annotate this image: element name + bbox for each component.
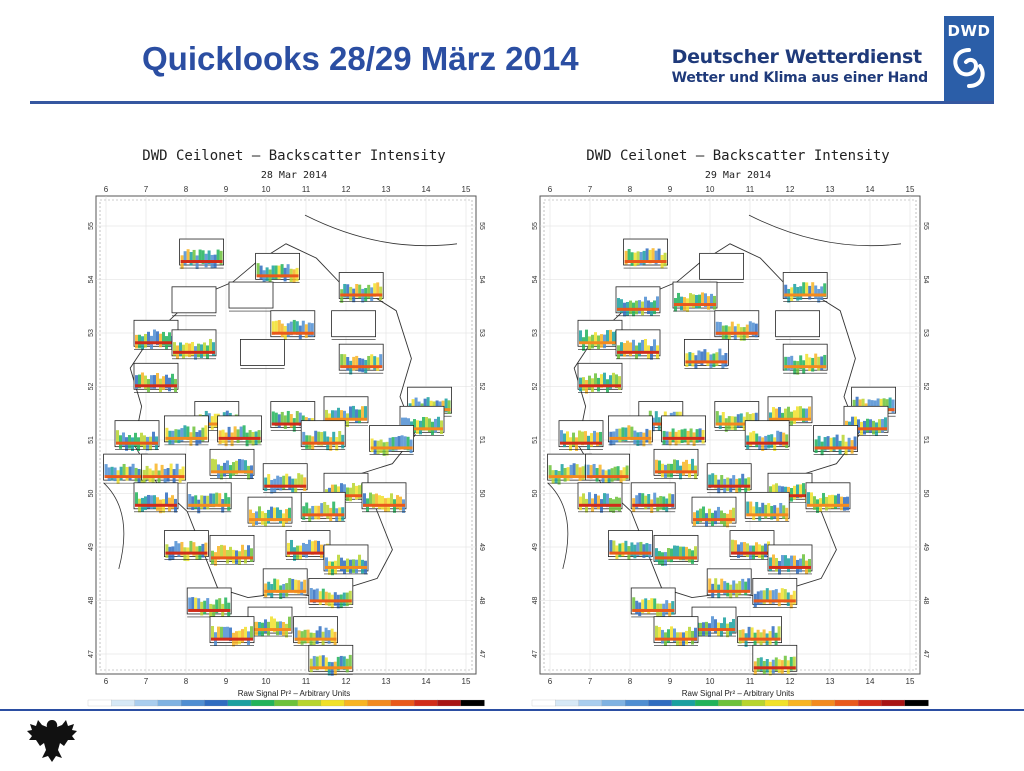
lon-tick-label: 7 (143, 677, 149, 686)
colorbar-segment (391, 700, 415, 706)
colorbar-segment (321, 700, 345, 706)
station-quicklook (578, 320, 622, 350)
lat-tick-label: 49 (532, 543, 539, 551)
colorbar-segment (835, 700, 859, 706)
lat-tick-label: 53 (88, 329, 95, 337)
lon-tick-label: 13 (381, 677, 391, 686)
station-quicklook (210, 535, 254, 565)
station-quicklook (806, 483, 850, 513)
lat-tick-label: 47 (532, 650, 539, 658)
station-quicklook (187, 483, 231, 513)
lon-tick-label: 13 (825, 185, 835, 194)
lat-tick-label: 48 (922, 596, 929, 605)
colorbar-segment (812, 700, 836, 706)
lat-tick-label: 53 (532, 329, 539, 337)
station-quicklook (301, 421, 345, 451)
lon-tick-label: 11 (745, 677, 755, 686)
station-quicklook (286, 531, 330, 561)
lon-tick-label: 8 (183, 677, 189, 686)
lon-tick-label: 10 (705, 677, 715, 686)
station-quicklook (776, 311, 820, 340)
station-quicklook (115, 421, 159, 451)
colorbar-segment (181, 700, 205, 706)
lon-tick-label: 6 (103, 185, 109, 194)
colorbar-segment (648, 700, 672, 706)
logo-text: DWD (947, 22, 991, 40)
lat-tick-label: 50 (532, 489, 539, 498)
station-quicklook (339, 344, 383, 374)
station-quicklook (271, 311, 315, 340)
lon-tick-label: 12 (341, 185, 351, 194)
lat-tick-label: 49 (88, 543, 95, 551)
station-quicklook (362, 483, 406, 513)
colorbar-segment (251, 700, 275, 706)
station-quicklook (616, 287, 660, 317)
colorbar-segment (695, 700, 719, 706)
station-quicklook (684, 339, 728, 368)
lat-tick-label: 52 (922, 382, 929, 391)
colorbar-segment (858, 700, 882, 706)
lon-tick-label: 10 (705, 185, 715, 194)
colorbar-segment (742, 700, 766, 706)
lon-tick-label: 13 (381, 185, 391, 194)
lat-tick-label: 48 (478, 596, 485, 605)
lat-tick-label: 47 (922, 650, 929, 658)
station-quicklook (730, 531, 774, 560)
lon-tick-label: 11 (745, 185, 755, 194)
lat-tick-label: 51 (922, 436, 929, 444)
lat-tick-label: 48 (88, 596, 95, 605)
station-quicklook (578, 363, 622, 393)
station-quicklook (210, 617, 254, 647)
org-slogan: Wetter und Klima aus einer Hand (671, 70, 928, 86)
lon-tick-label: 10 (261, 185, 271, 194)
colorbar-segment (368, 700, 392, 706)
colorbar-segment (765, 700, 789, 706)
station-quicklook (309, 645, 353, 675)
org-name: Deutscher Wetterdienst (671, 46, 922, 68)
lon-tick-label: 6 (103, 677, 109, 686)
station-quicklook (294, 617, 338, 647)
station-quicklook (586, 454, 630, 484)
station-quicklook (172, 287, 216, 316)
station-quicklook (783, 272, 827, 302)
footer-rule (0, 709, 1024, 711)
lat-tick-label: 51 (88, 436, 95, 444)
station-quicklook (673, 282, 717, 312)
station-quicklook (753, 578, 797, 608)
lon-tick-label: 12 (785, 185, 795, 194)
map-title: DWD Ceilonet – Backscatter Intensity (586, 148, 890, 164)
lon-tick-label: 9 (667, 677, 673, 686)
lat-tick-label: 52 (532, 382, 539, 391)
lon-tick-label: 7 (587, 677, 593, 686)
colorbar-segment (555, 700, 579, 706)
colorbar-segment (672, 700, 696, 706)
ceilonet-map (78, 140, 530, 708)
lat-tick-label: 51 (478, 436, 485, 444)
station-quicklook (339, 272, 383, 302)
station-quicklook (134, 363, 178, 392)
station-quicklook (240, 339, 284, 368)
station-quicklook (745, 421, 789, 451)
station-quicklook (263, 569, 307, 599)
station-quicklook (768, 545, 812, 575)
lat-tick-label: 54 (88, 275, 95, 284)
colorbar-segment (602, 700, 626, 706)
station-quicklook (301, 492, 345, 522)
lat-tick-label: 51 (532, 436, 539, 444)
org-brand (672, 46, 928, 86)
station-quicklook (753, 645, 797, 675)
station-quicklook (142, 454, 186, 484)
colorbar-segment (274, 700, 298, 706)
colorbar-segment (532, 700, 556, 706)
lon-tick-label: 15 (461, 185, 471, 194)
lat-tick-label: 54 (478, 275, 485, 284)
station-quicklook (624, 239, 668, 269)
lat-tick-label: 50 (478, 489, 485, 498)
station-quicklook (715, 311, 759, 341)
colorbar-segment (414, 700, 438, 706)
map-title: DWD Ceilonet – Backscatter Intensity (142, 148, 446, 164)
lon-tick-label: 13 (825, 677, 835, 686)
station-quicklook (309, 578, 353, 608)
station-quicklook (134, 483, 178, 513)
lon-tick-label: 9 (223, 185, 229, 194)
station-quicklook (700, 253, 744, 282)
lon-tick-label: 11 (301, 185, 311, 194)
station-quicklook (608, 416, 652, 446)
map-date: 29 Mar 2014 (704, 170, 772, 181)
colorbar-label: Raw Signal Pr² – Arbitrary Units (681, 689, 795, 698)
station-quicklook (248, 497, 292, 527)
station-quicklook (134, 320, 178, 350)
lon-tick-label: 14 (865, 185, 875, 194)
lat-tick-label: 53 (478, 329, 485, 337)
lon-tick-label: 8 (627, 185, 633, 194)
station-quicklook (578, 483, 622, 513)
station-quicklook (616, 330, 660, 360)
page-title: Quicklooks 28/29 März 2014 (142, 40, 579, 77)
lon-tick-label: 12 (341, 677, 351, 686)
lon-tick-label: 14 (421, 185, 431, 194)
station-quicklook (654, 535, 698, 565)
station-quicklook (814, 425, 858, 455)
lat-tick-label: 52 (88, 382, 95, 391)
station-quicklook (187, 588, 231, 618)
lon-tick-label: 7 (587, 185, 593, 194)
lon-tick-label: 15 (461, 677, 471, 686)
station-quicklook (738, 617, 782, 647)
lat-tick-label: 53 (922, 329, 929, 337)
station-quicklook (210, 449, 254, 479)
station-quicklook (608, 531, 652, 560)
lat-tick-label: 49 (922, 543, 929, 551)
station-quicklook (229, 282, 273, 311)
lat-tick-label: 55 (922, 222, 929, 230)
station-quicklook (104, 454, 148, 484)
colorbar-segment (461, 700, 485, 706)
lat-tick-label: 55 (478, 222, 485, 230)
lon-tick-label: 7 (143, 185, 149, 194)
lat-tick-label: 55 (88, 222, 95, 230)
map-date: 28 Mar 2014 (260, 170, 328, 181)
lon-tick-label: 10 (261, 677, 271, 686)
colorbar-segment (344, 700, 368, 706)
ceilonet-map-panel-29 (522, 140, 974, 708)
colorbar-segment (135, 700, 159, 706)
station-quicklook (745, 492, 789, 521)
lat-tick-label: 50 (88, 489, 95, 498)
lon-tick-label: 9 (667, 185, 673, 194)
colorbar-segment (905, 700, 929, 706)
lon-tick-label: 15 (905, 677, 915, 686)
station-quicklook (692, 497, 736, 527)
lon-tick-label: 6 (547, 185, 553, 194)
colorbar-segment (718, 700, 742, 706)
station-quicklook (631, 588, 675, 617)
station-quicklook (707, 569, 751, 598)
station-quicklook (180, 239, 224, 269)
lat-tick-label: 50 (922, 489, 929, 498)
station-quicklook (654, 449, 698, 479)
dwd-logo (944, 16, 994, 102)
station-quicklook (164, 416, 208, 446)
colorbar-segment (298, 700, 322, 706)
colorbar-segment (788, 700, 812, 706)
colorbar-segment (204, 700, 228, 706)
lat-tick-label: 47 (478, 650, 485, 658)
lat-tick-label: 54 (532, 275, 539, 284)
station-quicklook (164, 531, 208, 561)
station-quicklook (692, 607, 736, 637)
station-quicklook (248, 607, 292, 637)
lon-tick-label: 14 (865, 677, 875, 686)
colorbar-label: Raw Signal Pr² – Arbitrary Units (237, 689, 351, 698)
swirl-icon (944, 40, 994, 96)
lon-tick-label: 8 (183, 185, 189, 194)
station-quicklook (332, 311, 376, 340)
station-quicklook (631, 483, 675, 513)
lat-tick-label: 52 (478, 382, 485, 391)
colorbar-segment (437, 700, 461, 706)
lon-tick-label: 14 (421, 677, 431, 686)
lon-tick-label: 12 (785, 677, 795, 686)
federal-eagle-icon (24, 716, 80, 766)
lon-tick-label: 9 (223, 677, 229, 686)
lon-tick-label: 15 (905, 185, 915, 194)
station-quicklook (263, 464, 307, 494)
station-quicklook (662, 416, 706, 446)
lat-tick-label: 55 (532, 222, 539, 230)
colorbar-segment (88, 700, 112, 706)
colorbar-segment (881, 700, 905, 706)
lat-tick-label: 49 (478, 543, 485, 551)
station-quicklook (256, 253, 300, 283)
colorbar-segment (228, 700, 252, 706)
station-quicklook (370, 425, 414, 455)
lat-tick-label: 47 (88, 650, 95, 658)
lat-tick-label: 48 (532, 596, 539, 605)
station-quicklook (654, 617, 698, 646)
colorbar-segment (579, 700, 603, 706)
lon-tick-label: 11 (301, 677, 311, 686)
station-quicklook (783, 344, 827, 374)
colorbar-segment (111, 700, 135, 706)
station-quicklook (707, 464, 751, 493)
colorbar-segment (158, 700, 182, 706)
station-quicklook (324, 545, 368, 575)
lat-tick-label: 54 (922, 275, 929, 284)
station-quicklook (559, 421, 603, 451)
lon-tick-label: 8 (627, 677, 633, 686)
station-quicklook (218, 416, 262, 446)
lon-tick-label: 6 (547, 677, 553, 686)
header-rule (30, 101, 994, 104)
ceilonet-map-panel-28 (78, 140, 530, 708)
station-quicklook (548, 454, 592, 484)
colorbar-segment (625, 700, 649, 706)
station-quicklook (172, 330, 216, 360)
ceilonet-map (522, 140, 974, 708)
